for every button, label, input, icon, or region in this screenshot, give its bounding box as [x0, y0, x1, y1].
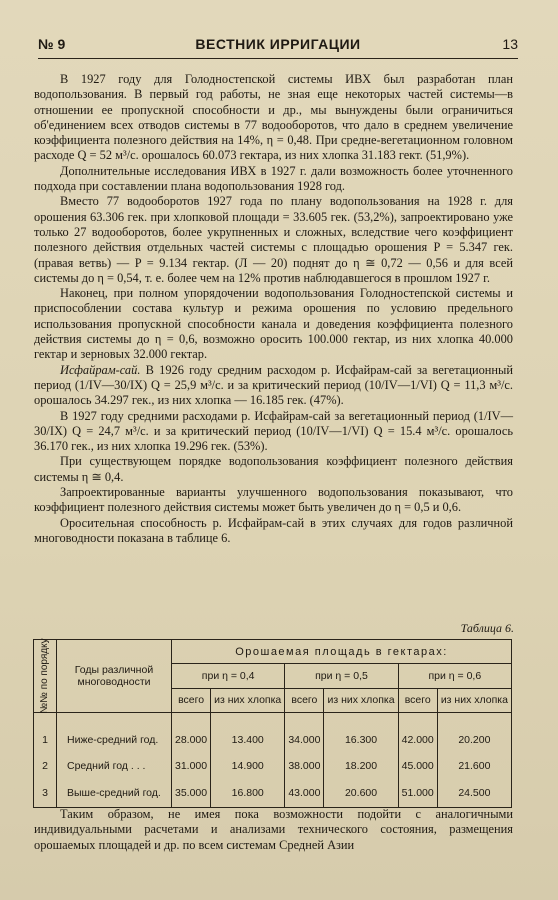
cell-total: 43.000: [285, 779, 324, 808]
table-row: [34, 753, 512, 779]
cell-total: 34.000: [285, 727, 324, 753]
sub-header-total: всего: [398, 688, 437, 712]
column-header-years: Годы различной многоводности: [57, 640, 172, 713]
paragraph: Наконец, при полном упорядочении водопользования Голодностепской системы и приспособлении состава культур и режима орошения по условию предельного использования пропускной способности канала и доведения коэффициента полезного действия системы до η = 0,6, возможно оросить 100.000 гектар, из них хлопка 40.000 гектар и зерновых 32.000 гектар.: [34, 286, 513, 362]
cell-total: 31.000: [172, 753, 211, 779]
sub-header-cotton: из них хлопка: [324, 688, 398, 712]
sub-header-total: всего: [172, 688, 211, 712]
article-body: [34, 72, 513, 546]
cell-cotton: 14.900: [211, 753, 285, 779]
cell-cotton: 16.300: [324, 727, 398, 753]
table-6: [33, 639, 512, 808]
group-header: при η = 0,4: [172, 664, 285, 688]
cell-total: 45.000: [398, 753, 437, 779]
river-name: Исфайрам-сай.: [60, 362, 141, 377]
issue-number: № 9: [38, 36, 66, 52]
sub-header-cotton: из них хлопка: [437, 688, 511, 712]
sub-header-total: всего: [285, 688, 324, 712]
sub-header-cotton: из них хлопка: [211, 688, 285, 712]
paragraph: Вместо 77 водооборотов 1927 года по плану водопользования на 1928 г. для орошения 63.306 гек. при хлопковой площади = 33.605 гек. (53,2%), запроектировано уже только 27 водооборотов, более укрупненных и сложных, вследствие чего коэффициент полезного действия отдельных частей системы с площадью орошения P = 5.347 гек. (правая ветвь) — P = 9.134 гектар. (Л — 20) поднят до η ≅ 0,72 — 0,56 и для всей системы до η = 0,54, т. е. более чем на 12% против наблюдавшегося в прошлом 1927 г.: [34, 194, 513, 285]
closing-text: [34, 807, 513, 853]
cell-total: 35.000: [172, 779, 211, 808]
row-year-type: Средний год . . .: [57, 753, 172, 779]
journal-title: ВЕСТНИК ИРРИГАЦИИ: [195, 36, 361, 52]
row-year-type: Выше-средний год.: [57, 779, 172, 808]
cell-cotton: 20.200: [437, 727, 511, 753]
paragraph: В 1927 году средними расходами р. Исфайрам-сай за вегетационный период (1/IV—30/IX) Q = 24,7 м³/с. и за критический период (10/IV—1/VI) Q = 15.4 м³/с. орошалось 36.170 гек., из них хлопка 19.296 гек. (53%).: [34, 408, 513, 454]
cell-cotton: 13.400: [211, 727, 285, 753]
paragraph: Запроектированные варианты улучшенного водопользования показывают, что коэффициент полезного действия системы может быть увеличен до η = 0,5 и 0,6.: [34, 485, 513, 515]
row-number: 2: [34, 753, 57, 779]
paragraph: Таким образом, не имея пока возможности подойти с аналогичными индивидуальными расчетами и анализами технического состояния, размещения орошаемых площадей и др. по всем системам Средней Азии: [34, 807, 513, 852]
table-caption: Таблица 6.: [460, 621, 514, 635]
paragraph: Дополнительные исследования ИВХ в 1927 г. дали возможность более уточненного подхода при составлении плана водопользования 1928 год.: [34, 163, 513, 194]
paragraph-isfairam: [34, 363, 513, 409]
row-year-type: Ниже-средний год.: [57, 727, 172, 753]
paragraph-text: В 1926 году средним расходом р. Исфайрам-сай за вегетационный период (1/IV—30/IX) Q = 25,9 м³/с. и за критический период (10/IV—1/VI) Q = 11,3 м³/с. орошалось 34.297 гек., из них хлопка — 16.185 гек. (47%).: [34, 362, 513, 408]
cell-total: 42.000: [398, 727, 437, 753]
cell-cotton: 24.500: [437, 779, 511, 808]
paragraph: Оросительная способность р. Исфайрам-сай в этих случаях для годов различной многоводности показана в таблице 6.: [34, 515, 513, 545]
group-header: при η = 0,6: [398, 664, 511, 688]
group-header: при η = 0,5: [285, 664, 398, 688]
paragraph: В 1927 году для Голодностепской системы ИВХ был разработан план водопользования. В первый год работы, не зная еще некоторых частей системы—в отношении ее пропускной способности и др., мы вынуждены были ограничиться об'единением всех отводов системы в 77 водооборотов, что дало в среднем увеличение коэффициента полезного действия на 14%, η = 0,48. При средне-вегетационном головном расходе Q = 52 м³/с. орошалось 60.073 гектара, из них хлопка 31.183 гект. (51,9%).: [34, 72, 513, 163]
page-number: 13: [502, 36, 518, 52]
running-header: [38, 34, 518, 59]
table-row: [34, 779, 512, 808]
row-number: 3: [34, 779, 57, 808]
cell-total: 51.000: [398, 779, 437, 808]
cell-total: 38.000: [285, 753, 324, 779]
cell-cotton: 20.600: [324, 779, 398, 808]
row-number: 1: [34, 727, 57, 753]
paragraph: При существующем порядке водопользования коэффициент полезного действия системы η ≅ 0,4.: [34, 454, 513, 484]
cell-total: 28.000: [172, 727, 211, 753]
cell-cotton: 18.200: [324, 753, 398, 779]
cell-cotton: 16.800: [211, 779, 285, 808]
cell-cotton: 21.600: [437, 753, 511, 779]
column-header-area: Орошаемая площадь в гектарах:: [172, 640, 512, 664]
column-header-number: №№ по порядку: [34, 640, 57, 713]
table-row: [34, 727, 512, 753]
